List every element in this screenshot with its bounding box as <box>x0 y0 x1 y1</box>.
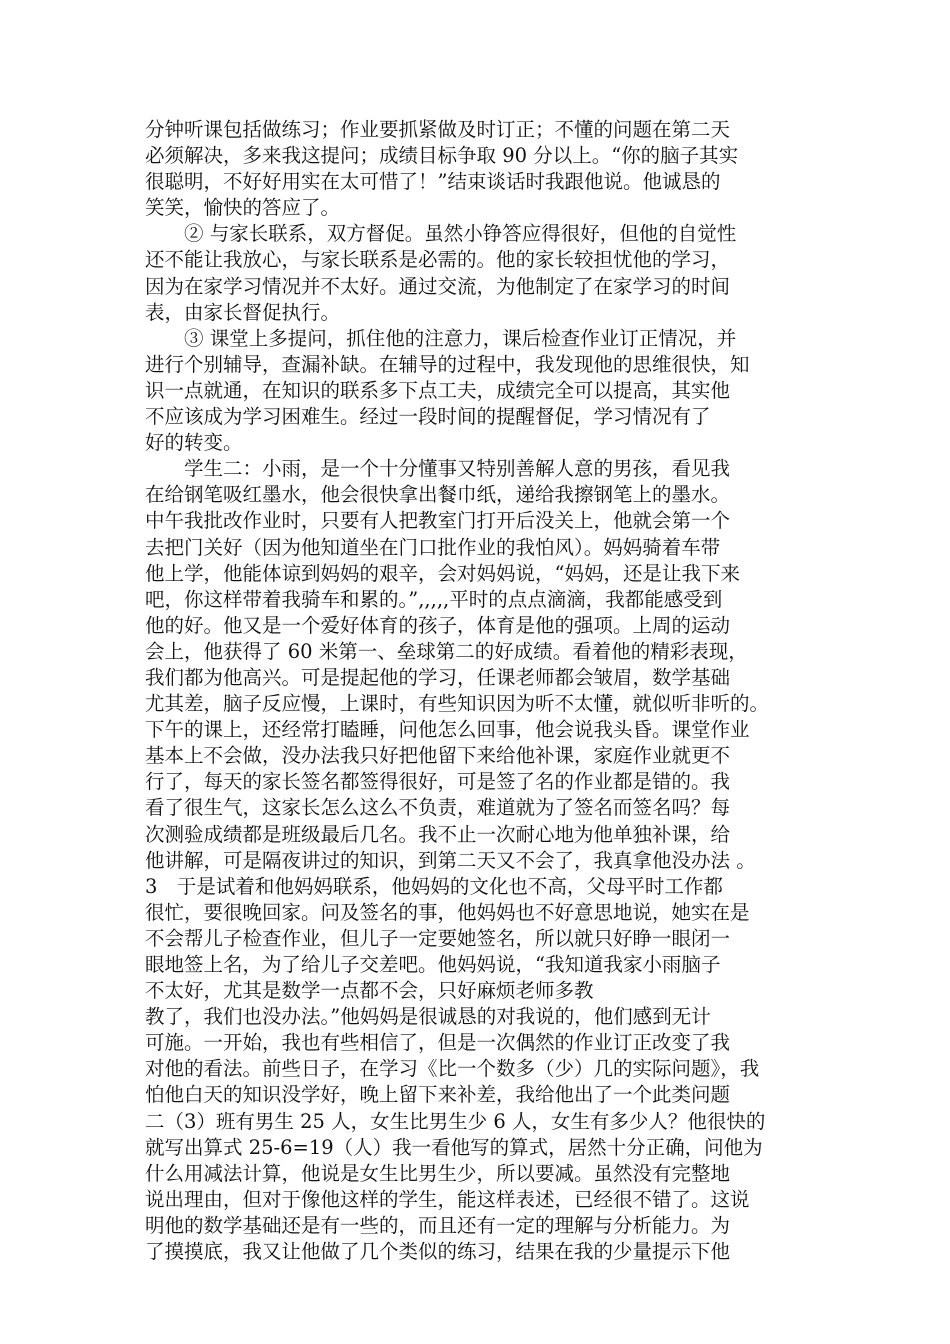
text-line: 不太好，尤其是数学一点都不会，只好麻烦老师多教 <box>145 979 594 1003</box>
text-line: 好的转变。 <box>145 431 243 455</box>
text-line: 学生二：小雨，是一个十分懂事又特别善解人意的男孩，看见我 <box>145 457 731 481</box>
text-line: 会上，他获得了 60 米第一、垒球第二的好成绩。看着他的精彩表现， <box>145 639 748 663</box>
text-line: 尤其差，脑子反应慢，上课时，有些知识因为听不太懂，就似听非听的。 <box>145 692 770 716</box>
text-line: 基本上不会做，没办法我只好把他留下来给他补课，家庭作业就更不 <box>145 744 731 768</box>
text-line: ③ 课堂上多提问，抓住他的注意力，课后检查作业订正情况，并 <box>145 326 737 350</box>
text-line: 二（3）班有男生 25 人，女生比男生少 6 人，女生有多少人？他很快的 <box>145 1109 766 1133</box>
text-line: 不应该成为学习困难生。经过一段时间的提醒督促，学习情况有了 <box>145 405 711 429</box>
text-line: 很聪明，不好好用实在太可惜了！”结束谈话时我跟他说。他诚恳的 <box>145 170 721 194</box>
text-line: 在给钢笔吸红墨水，他会很快拿出餐巾纸，递给我擦钢笔上的墨水。 <box>145 483 731 507</box>
text-line: 教了，我们也没办法。”他妈妈是很诚恳的对我说的，他们感到无计 <box>145 1005 711 1029</box>
text-line: 笑笑，愉快的答应了。 <box>145 196 341 220</box>
text-line: 他的好。他又是一个爱好体育的孩子，体育是他的强项。上周的运动 <box>145 613 731 637</box>
text-line: 次测验成绩都是班级最后几名。我不止一次耐心地为他单独补课，给 <box>145 822 731 846</box>
text-line: 必须解决，多来我这提问；成绩目标争取 90 分以上。“你的脑子其实 <box>145 144 739 168</box>
text-line: 3 于是试着和他妈妈联系，他妈妈的文化也不高，父母平时工作都 <box>145 874 723 898</box>
text-line: 明他的数学基础还是有一些的，而且还有一定的理解与分析能力。为 <box>145 1213 731 1237</box>
text-line: 眼地签上名，为了给儿子交差吧。他妈妈说，“我知道我家小雨脑子 <box>145 953 721 976</box>
text-line: 表，由家长督促执行。 <box>145 300 341 324</box>
text-line: 吧，你这样带着我骑车和累的。”,,,,,平时的点点滴滴，我都能感受到 <box>145 587 723 611</box>
text-line: 识一点就通，在知识的联系多下点工夫，成绩完全可以提高，其实他 <box>145 378 731 402</box>
text-line: 还不能让我放心，与家长联系是必需的。他的家长较担忧他的学习， <box>145 248 731 272</box>
text-line: 看了很生气，这家长怎么这么不负责，难道就为了签名而签名吗？每 <box>145 796 731 820</box>
text-line: 他讲解，可是隔夜讲过的知识，到第二天又不会了，我真拿他没办法 。 <box>145 848 756 872</box>
text-line: 什么用减法计算，他说是女生比男生少，所以要减。虽然没有完整地 <box>145 1161 731 1185</box>
text-line: 去把门关好（因为他知道坐在门口批作业的我怕风）。妈妈骑着车带 <box>145 535 721 559</box>
text-line: 怕他白天的知识没学好，晚上留下来补差，我给他出了一个此类问题 <box>145 1083 731 1107</box>
text-line: 下午的课上，还经常打瞌睡，问他怎么回事，他会说我头昏。课堂作业 <box>145 718 750 742</box>
text-line: ② 与家长联系，双方督促。虽然小铮答应得很好，但他的自觉性 <box>145 222 737 246</box>
text-line: 他上学，他能体谅到妈妈的艰辛，会对妈妈说，“妈妈，还是让我下来 <box>145 561 740 585</box>
text-line: 分钟听课包括做练习；作业要抓紧做及时订正；不懂的问题在第二天 <box>145 118 731 141</box>
text-line: 我们都为他高兴。可是提起他的学习，任课老师都会皱眉，数学基础 <box>145 665 731 689</box>
text-line: 就写出算式 25-6=19（人）我一看他写的算式，居然十分正确，问他为 <box>145 1135 763 1159</box>
text-line: 说出理由，但对于像他这样的学生，能这样表述，已经很不错了。这说 <box>145 1187 750 1211</box>
text-line: 不会帮儿子检查作业，但儿子一定要她签名，所以就只好睁一眼闭一 <box>145 926 731 950</box>
text-line: 行了，每天的家长签名都签得很好，可是签了名的作业都是错的。我 <box>145 770 731 794</box>
text-line: 因为在家学习情况并不太好。通过交流，为他制定了在家学习的时间 <box>145 274 731 298</box>
text-line: 进行个别辅导，查漏补缺。在辅导的过程中，我发现他的思维很快，知 <box>145 352 750 376</box>
text-line: 可施。一开始，我也有些相信了，但是一次偶然的作业订正改变了我 <box>145 1031 731 1055</box>
body-text <box>145 117 825 1265</box>
text-line: 中午我批改作业时，只要有人把教室门打开后没关上，他就会第一个 <box>145 509 731 533</box>
text-line: 了摸摸底，我又让他做了几个类似的练习，结果在我的少量提示下他 <box>145 1240 731 1264</box>
text-line: 很忙，要很晚回家。问及签名的事，他妈妈也不好意思地说，她实在是 <box>145 900 750 924</box>
text-line: 对他的看法。前些日子，在学习《比一个数多（少）几的实际问题》，我 <box>145 1057 760 1081</box>
